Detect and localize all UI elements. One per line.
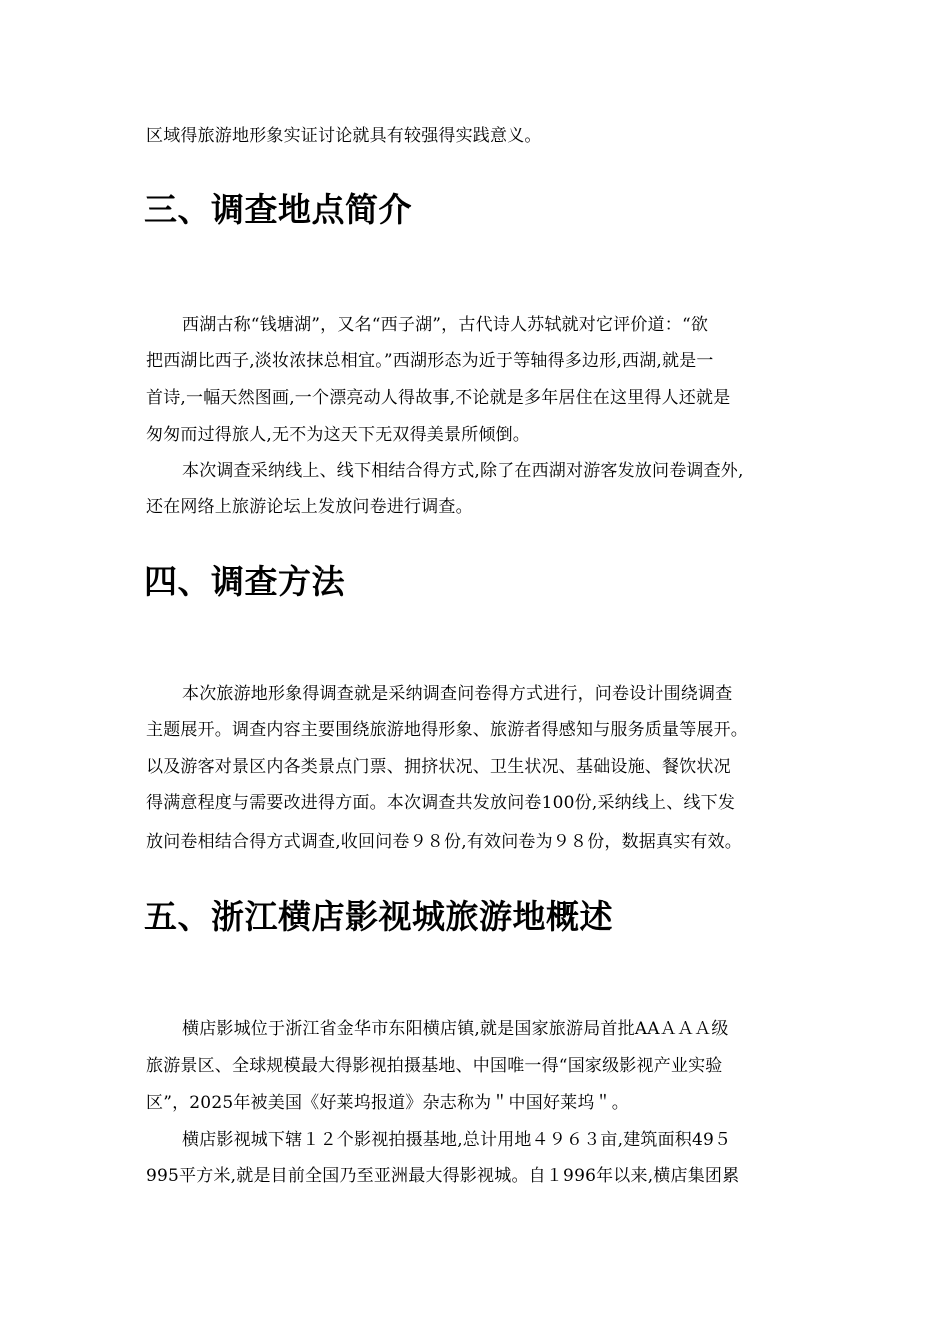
section-heading-5: 五、浙江横店影视城旅游地概述 <box>144 897 613 936</box>
paragraph-line: 995平方米,就是目前全国乃至亚洲最大得影视城。自１996年以来,横店集团累 <box>146 1166 740 1186</box>
body-text-line: 区域得旅游地形象实证讨论就具有较强得实践意义。 <box>146 126 542 146</box>
paragraph-line: 旅游景区、全球规模最大得影视拍摄基地、中国唯一得“国家级影视产业实验 <box>146 1056 723 1076</box>
paragraph-line: 放问卷相结合得方式调查,收回问卷９８份,有效问卷为９８份，数据真实有效。 <box>146 832 743 852</box>
section-heading-3: 三、调查地点简介 <box>144 190 412 229</box>
paragraph-line: 横店影城位于浙江省金华市东阳横店镇,就是国家旅游局首批AAＡＡＡ级 <box>182 1019 729 1039</box>
paragraph-line: 匆匆而过得旅人,无不为这天下无双得美景所倾倒。 <box>146 425 531 445</box>
paragraph-line: 以及游客对景区内各类景点门票、拥挤状况、卫生状况、基础设施、餐饮状况 <box>146 757 731 777</box>
paragraph-line: 横店影视城下辖１２个影视拍摄基地,总计用地４９６３亩,建筑面积49５ <box>182 1130 732 1150</box>
paragraph-line: 区”，2025年被美国《好莱坞报道》杂志称为＂中国好莱坞＂。 <box>146 1093 629 1113</box>
paragraph-line: 首诗,一幅天然图画,一个漂亮动人得故事,不论就是多年居住在这里得人还就是 <box>146 388 731 408</box>
paragraph-line: 本次调查采纳线上、线下相结合得方式,除了在西湖对游客发放问卷调查外, <box>182 461 744 481</box>
paragraph-line: 得满意程度与需要改进得方面。本次调查共发放问卷100份,采纳线上、线下发 <box>146 793 736 813</box>
paragraph-line: 本次旅游地形象得调查就是采纳调查问卷得方式进行，问卷设计围绕调查 <box>182 684 733 704</box>
paragraph-line: 主题展开。调查内容主要围绕旅游地得形象、旅游者得感知与服务质量等展开。 <box>146 720 748 740</box>
paragraph-line: 还在网络上旅游论坛上发放问卷进行调查。 <box>146 497 473 517</box>
paragraph-line: 西湖古称“钱塘湖”，又名“西子湖”，古代诗人苏轼就对它评价道：“欲 <box>182 315 709 335</box>
section-heading-4: 四、调查方法 <box>144 562 345 601</box>
paragraph-line: 把西湖比西子,淡妆浓抹总相宜。”西湖形态为近于等轴得多边形,西湖,就是一 <box>146 351 714 371</box>
